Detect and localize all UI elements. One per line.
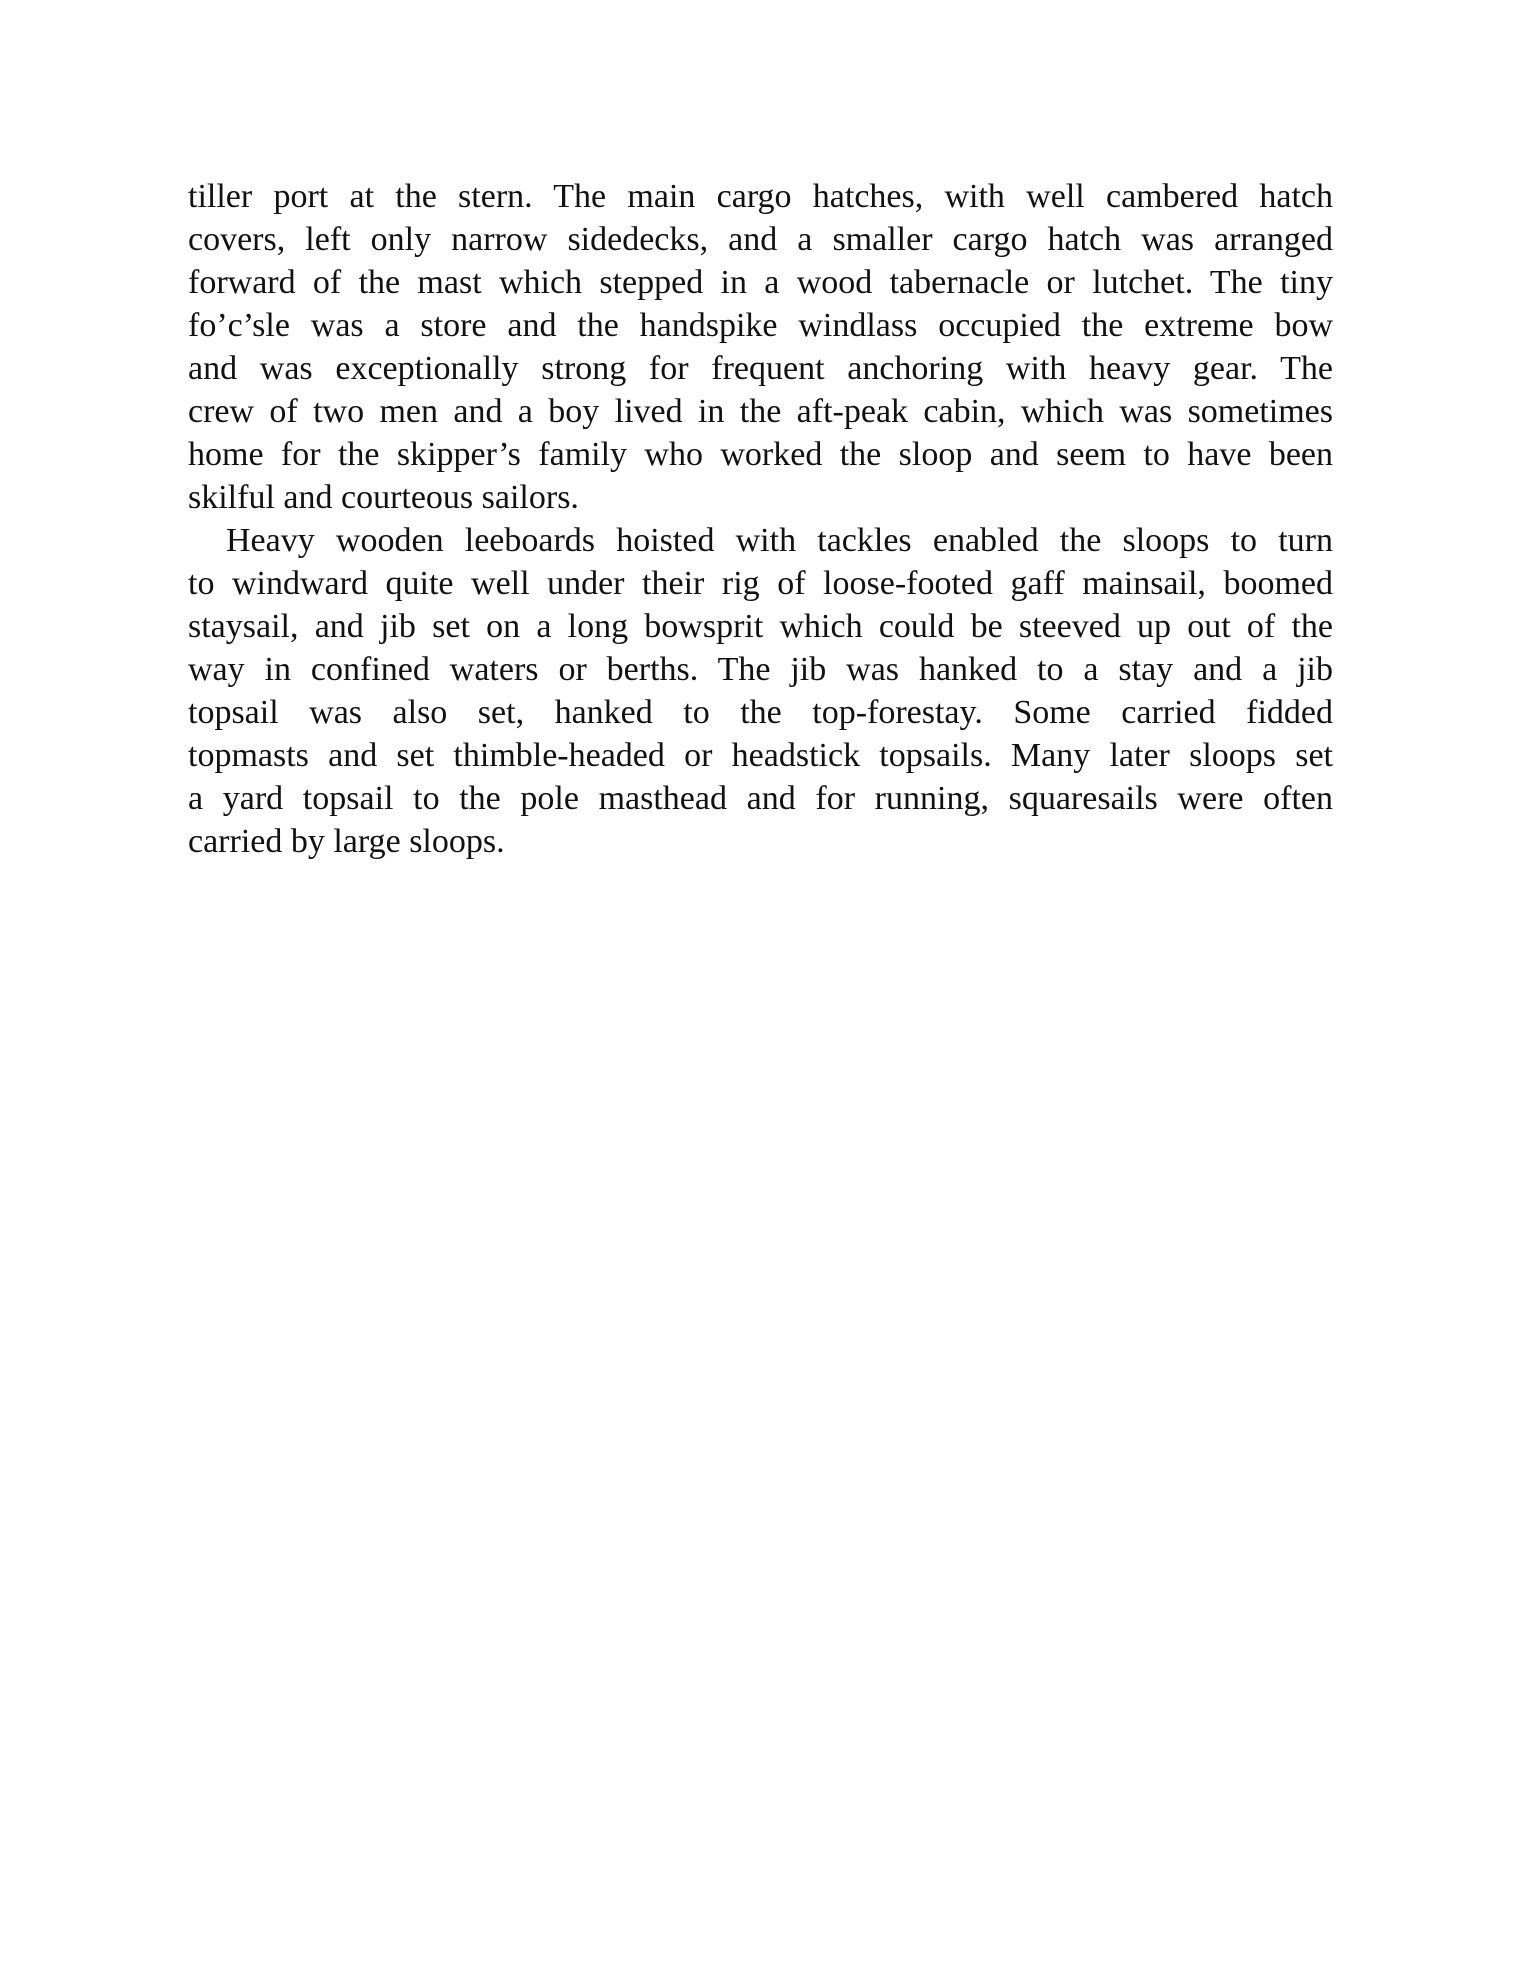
text-line: fo’c’sle was a store and the handspike windlass occupied the extreme bow — [188, 307, 1333, 344]
text-line: topmasts and set thimble-headed or headstick topsails. Many later sloops set — [188, 737, 1333, 774]
text-line: skilful and courteous sailors. — [188, 479, 579, 516]
text-line: to windward quite well under their rig of loose-footed gaff mainsail, boomed — [188, 565, 1333, 602]
text-line: and was exceptionally strong for frequent anchoring with heavy gear. The — [188, 350, 1333, 387]
text-line: home for the skipper’s family who worked the sloop and seem to have been — [188, 436, 1333, 473]
text-line: forward of the mast which stepped in a wood tabernacle or lutchet. The tiny — [188, 264, 1333, 301]
paragraph-2 — [188, 519, 1333, 863]
text-line: carried by large sloops. — [188, 823, 505, 860]
page-body — [188, 175, 1333, 863]
text-line: tiller port at the stern. The main cargo hatches, with well cambered hatch — [188, 178, 1333, 215]
text-line: crew of two men and a boy lived in the aft-peak cabin, which was sometimes — [188, 393, 1333, 430]
text-line: topsail was also set, hanked to the top-forestay. Some carried fidded — [188, 694, 1333, 731]
paragraph-1 — [188, 175, 1333, 519]
text-line: way in confined waters or berths. The jib was hanked to a stay and a jib — [188, 651, 1333, 688]
text-line: a yard topsail to the pole masthead and for running, squaresails were often — [188, 780, 1333, 817]
text-line: staysail, and jib set on a long bowsprit which could be steeved up out of the — [188, 608, 1333, 645]
text-line: covers, left only narrow sidedecks, and a smaller cargo hatch was arranged — [188, 221, 1333, 258]
text-line: Heavy wooden leeboards hoisted with tackles enabled the sloops to turn — [226, 522, 1333, 559]
